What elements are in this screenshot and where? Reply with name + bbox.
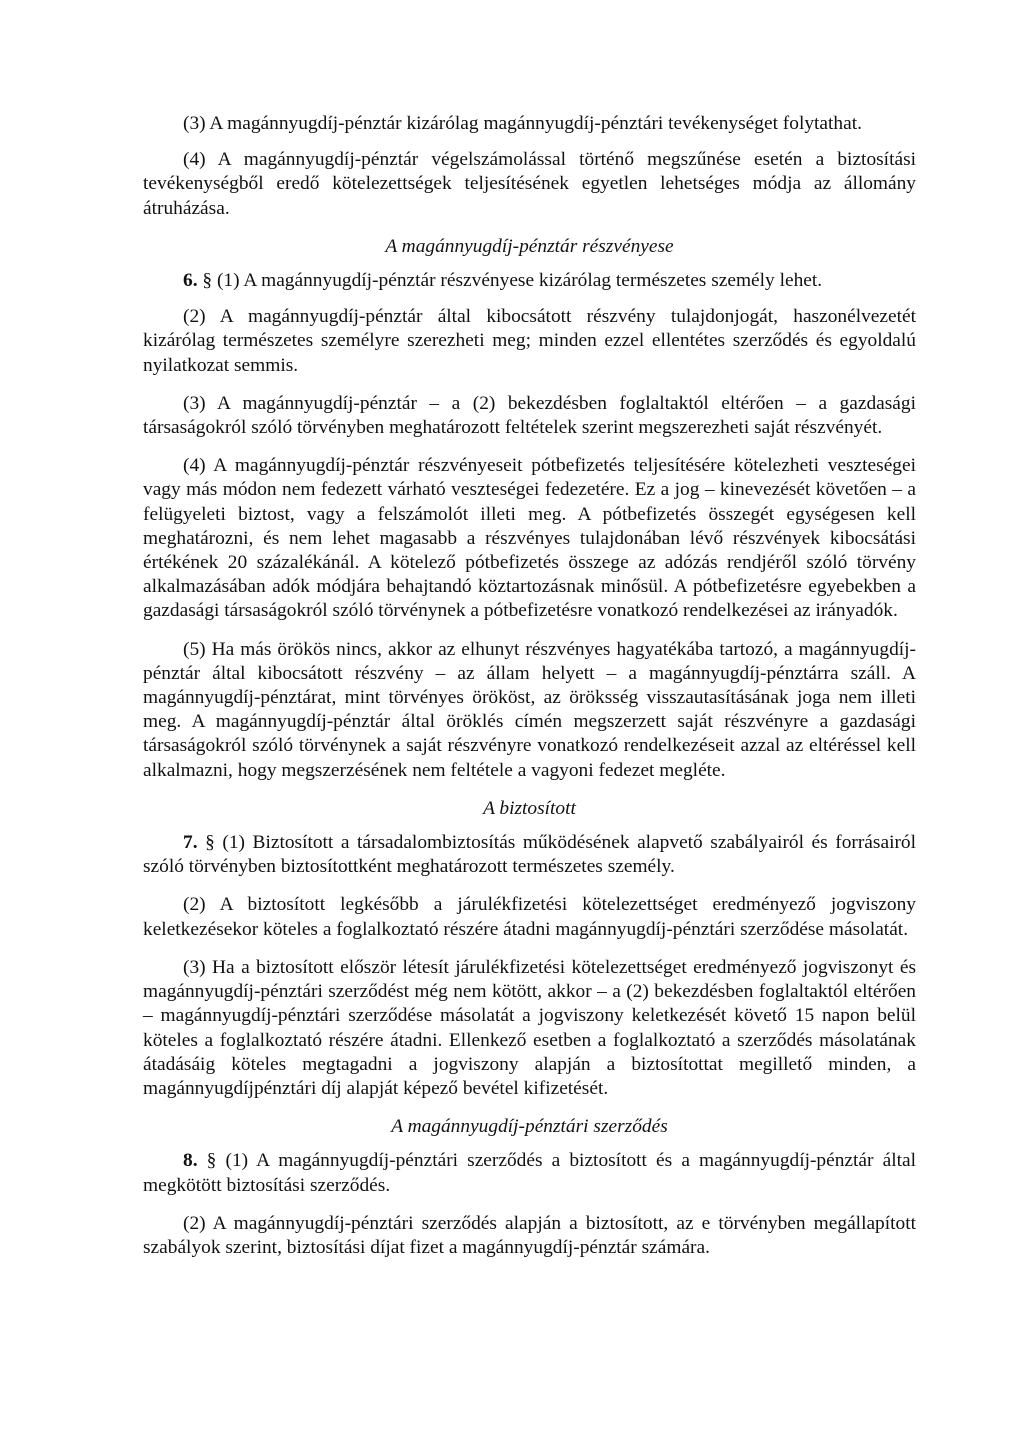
paragraph-6-1 [143,269,916,293]
section-heading-7: A biztosított [483,797,576,819]
section-number-8: 8. [183,1150,198,1172]
document-page [143,112,916,1274]
section-heading-8: A magánnyugdíj-pénztári szerződés [391,1116,668,1138]
paragraph-5-3: (3) A magánnyugdíj-pénztár kizárólag magánnyugdíj-pénztári tevékenységet folytathat. [183,113,862,134]
section-number-6: 6. [183,270,198,292]
paragraph-8-1 [143,1149,916,1197]
paragraph-8-2: (2) A magánnyugdíj-pénztári szerződés alapján a biztosított, az e törvényben megállapított szabályok szerint, biztosítási díjat fizet a magánnyugdíj-pénztár számára. [143,1212,916,1258]
paragraph-7-1-text: § (1) Biztosított a társadalombiztosítás működésének alapvető szabályairól és forrásairól szóló törvényben biztosítottként meghatározott természetes személy. [143,832,916,878]
section-heading-6: A magánnyugdíj-pénztár részvényese [385,235,674,257]
paragraph-7-1 [143,831,916,879]
section-number-7: 7. [183,832,198,854]
paragraph-6-4: (4) A magánnyugdíj-pénztár részvényeseit pótbefizetés teljesítésére kötelezheti veszteségei vagy más módon nem fedezett várható veszteségei fedezetére. Ez a jog – kinevezését követően – a felügyeleti biztost, vagy a felszámolót illeti meg. A pótbefizetés összegét egységesen kell meghatározni, és nem lehet magasabb a részvényes tulajdonában lévő részvények kibocsátási értékének 20 százalékánál. A kötelező pótbefizetés összege az adózás rendjéről szóló törvény alkalmazásában adók módjára behajtandó köztartozásnak minősül. A pótbefizetésre egyebekben a gazdasági társaságokról szóló törvénynek a pótbefizetésre vonatkozó rendelkezései az irányadók. [143,455,916,622]
paragraph-5-4: (4) A magánnyugdíj-pénztár végelszámolással történő megszűnése esetén a biztosítási tevékenységből eredő kötelezettségek teljesítésének egyetlen lehetséges módja az állomány átruházása. [143,149,916,219]
paragraph-8-1-text: § (1) A magánnyugdíj-pénztári szerződés a biztosított és a magánnyugdíj-pénztár által megkötött biztosítási szerződés. [143,1150,916,1196]
paragraph-7-2: (2) A biztosított legkésőbb a járulékfizetési kötelezettséget eredményező jogviszony keletkezésekor köteles a foglalkoztató részére átadni magánnyugdíj-pénztári szerződése másolatát. [143,894,916,940]
paragraph-6-3: (3) A magánnyugdíj-pénztár – a (2) bekezdésben foglaltaktól eltérően – a gazdasági társaságokról szóló törvényben meghatározott feltételek szerint megszerezheti saját részvényét. [143,392,916,439]
paragraph-6-1-text: § (1) A magánnyugdíj-pénztár részvényese kizárólag természetes személy lehet. [202,270,823,292]
paragraph-7-3: (3) Ha a biztosított először létesít járulékfizetési kötelezettséget eredményező jogviszonyt és magánnyugdíj-pénztári szerződést még nem kötött, akkor – a (2) bekezdésben foglaltaktól eltérően – magánnyugdíj-pénztári szerződése másolatát a jogviszony keletkezését követő 15 napon belül köteles a foglalkoztató részére átadni. Ellenkező esetben a foglalkoztató a szerződés másolatának átadásáig köteles megtagadni a jogviszony alapján a biztosítottat megillető minden, a magánnyugdíjpénztári díj alapját képező bevétel kifizetését. [143,956,916,1099]
paragraph-6-5: (5) Ha más örökös nincs, akkor az elhunyt részvényes hagyatékába tartozó, a magánnyugdíj-pénztár által kibocsátott részvény – az állam helyett – a magánnyugdíj-pénztárra száll. A magánnyugdíj-pénztárat, mint törvényes örököst, az öröksség visszautasításának joga nem illeti meg. A magánnyugdíj-pénztár által öröklés címén megszerzett saját részvényre a gazdasági társaságokról szóló törvénynek a saját részvényre vonatkozó rendelkezéseit azzal az eltéréssel kell alkalmazni, hogy megszerzésének nem feltétele a vagyoni fedezet megléte. [143,638,916,781]
paragraph-6-2: (2) A magánnyugdíj-pénztár által kibocsátott részvény tulajdonjogát, haszonélvezetét kizárólag természetes személyre szerezheti meg; minden ezzel ellentétes szerződés és egyoldalú nyilatkozat semmis. [143,306,916,376]
